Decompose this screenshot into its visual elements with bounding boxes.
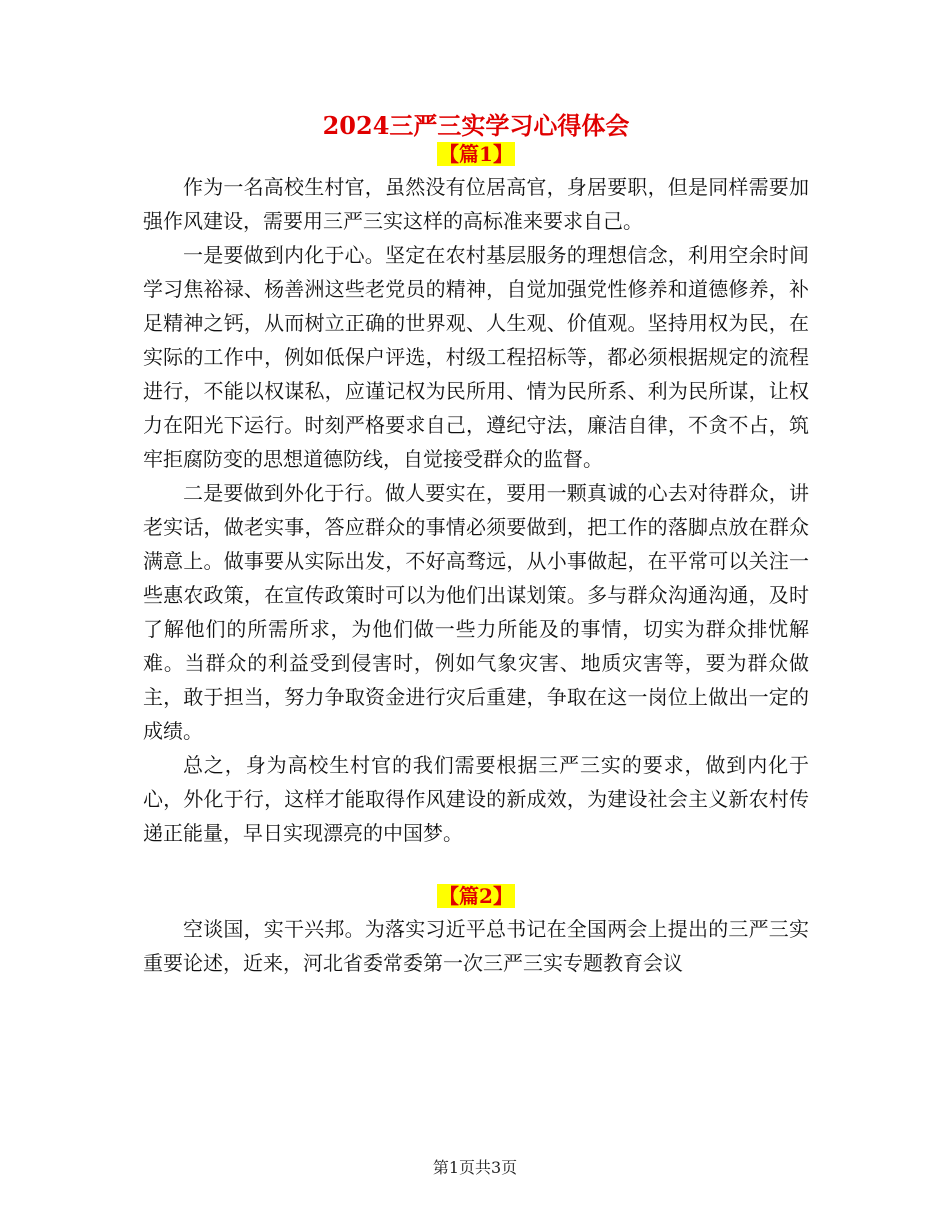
section-2-header: [143, 884, 809, 912]
section-1-paragraph-2: 一是要做到内化于心。坚定在农村基层服务的理想信念，利用空余时间学习焦裕禄、杨善洲这些老党员的精神，自觉加强党性修养和道德修养，补足精神之钙，从而树立正确的世界观、人生观、价值观。坚持用权为民，在实际的工作中，例如低保户评选，村级工程招标等，都必须根据规定的流程进行，不能以权谋私，应谨记权为民所用、情为民所系、利为民所谋，让权力在阳光下运行。时刻严格要求自己，遵纪守法，廉洁自律，不贪不占，筑牢拒腐防变的思想道德防线，自觉接受群众的监督。: [143, 243, 809, 471]
section-spacer: [143, 850, 809, 884]
section-2-label: 【篇2】: [439, 884, 513, 908]
document-body: [143, 110, 809, 980]
section-1-paragraph-4: 总之，身为高校生村官的我们需要根据三严三实的要求，做到内化于心，外化于行，这样才能取得作风建设的新成效，为建设社会主义新农村传递正能量，早日实现漂亮的中国梦。: [143, 753, 809, 845]
document-title: 2024三严三实学习心得体会: [322, 111, 630, 140]
section-1-paragraph-1: 作为一名高校生村官，虽然没有位居高官，身居要职，但是同样需要加强作风建设，需要用三严三实这样的高标准来要求自己。: [143, 175, 809, 233]
section-1-header: [143, 142, 809, 170]
section-1-paragraph-3: 二是要做到外化于行。做人要实在，要用一颗真诚的心去对待群众，讲老实话，做老实事，答应群众的事情必须要做到，把工作的落脚点放在群众满意上。做事要从实际出发，不好高骛远，从小事做起，在平常可以关注一些惠农政策，在宣传政策时可以为他们出谋划策。多与群众沟通沟通，及时了解他们的所需所求，为他们做一些力所能及的事情，切实为群众排忧解难。当群众的利益受到侵害时，例如气象灾害、地质灾害等，要为群众做主，敢于担当，努力争取资金进行灾后重建，争取在这一岗位上做出一定的成绩。: [143, 481, 809, 743]
section-1-label: 【篇1】: [439, 142, 513, 166]
section-2-paragraph-1: 空谈国，实干兴邦。为落实习近平总书记在全国两会上提出的三严三实重要论述，近来，河北省委常委第一次三严三实专题教育会议: [143, 917, 809, 975]
page-footer: 第1页共3页: [432, 1158, 518, 1177]
